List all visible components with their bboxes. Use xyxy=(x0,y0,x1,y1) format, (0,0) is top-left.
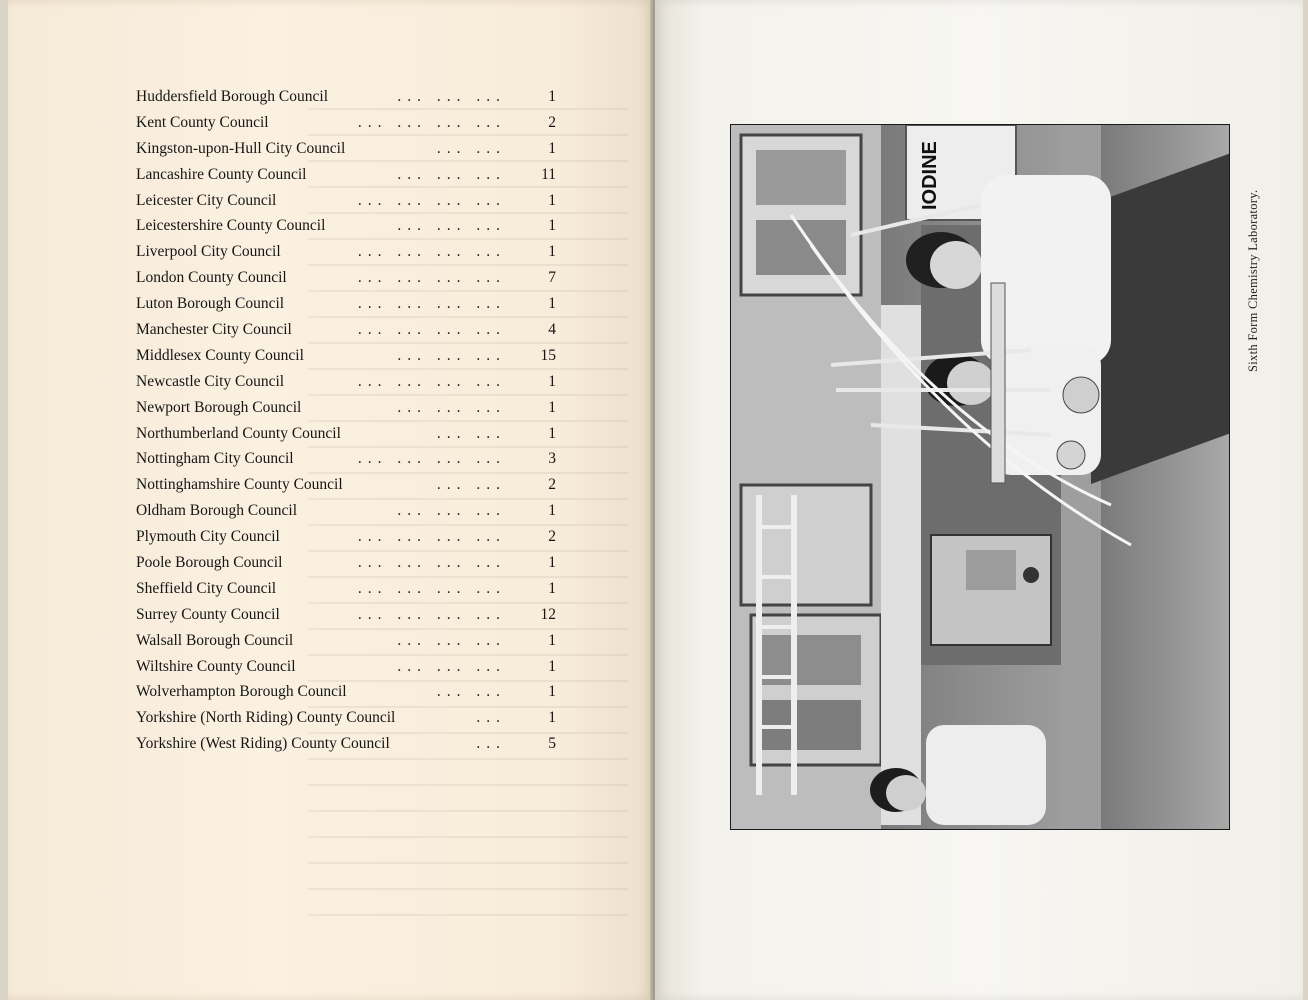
council-row xyxy=(136,450,556,476)
council-count: 3 xyxy=(548,450,556,468)
left-page xyxy=(8,0,653,1000)
council-count: 12 xyxy=(540,605,556,623)
council-name: Sheffield City Council xyxy=(136,579,277,597)
leader-dots: ... ... ... ... xyxy=(357,269,506,287)
council-count: 11 xyxy=(541,165,556,183)
council-count: 4 xyxy=(548,321,556,339)
council-name: Lancashire County Council xyxy=(136,165,307,183)
council-row xyxy=(136,528,556,554)
leader-dots: ... ... xyxy=(436,424,506,442)
council-count: 1 xyxy=(548,295,556,313)
council-row xyxy=(136,88,556,114)
council-count: 1 xyxy=(548,579,556,597)
council-row xyxy=(136,683,556,709)
council-list xyxy=(136,88,556,761)
council-row xyxy=(136,295,556,321)
council-name: Yorkshire (West Riding) County Council xyxy=(136,735,390,753)
council-row xyxy=(136,140,556,166)
laboratory-photo-illustration xyxy=(731,125,1229,829)
leader-dots: ... ... ... xyxy=(397,631,506,649)
leader-dots: ... ... ... ... xyxy=(357,191,506,209)
council-row xyxy=(136,243,556,269)
council-row xyxy=(136,217,556,243)
council-row xyxy=(136,269,556,295)
leader-dots: ... ... ... ... xyxy=(357,554,506,572)
council-name: Middlesex County Council xyxy=(136,346,304,364)
council-name: Oldham Borough Council xyxy=(136,502,298,520)
council-name: Walsall Borough Council xyxy=(136,631,294,649)
council-row xyxy=(136,321,556,347)
council-name: Wolverhampton Borough Council xyxy=(136,683,347,701)
council-count: 1 xyxy=(548,657,556,675)
leader-dots: ... ... ... ... xyxy=(357,605,506,623)
leader-dots: ... ... xyxy=(436,476,506,494)
council-count: 1 xyxy=(548,398,556,416)
council-name: Plymouth City Council xyxy=(136,528,280,546)
leader-dots: ... xyxy=(476,735,506,753)
council-row xyxy=(136,502,556,528)
council-count: 2 xyxy=(548,113,556,131)
council-count: 1 xyxy=(548,502,556,520)
council-count: 1 xyxy=(548,88,556,105)
council-count: 1 xyxy=(548,372,556,390)
council-row xyxy=(136,606,556,632)
council-name: Nottingham City Council xyxy=(136,450,294,468)
council-count: 1 xyxy=(548,243,556,261)
council-name: Leicestershire County Council xyxy=(136,217,326,235)
leader-dots: ... ... ... ... xyxy=(357,321,506,339)
leader-dots: ... ... ... xyxy=(397,165,506,183)
council-name: Yorkshire (North Riding) County Council xyxy=(136,709,396,727)
council-row xyxy=(136,735,556,761)
council-name: Surrey County Council xyxy=(136,605,280,623)
council-row xyxy=(136,580,556,606)
leader-dots: ... ... ... ... xyxy=(357,579,506,597)
leader-dots: ... ... ... ... xyxy=(357,113,506,131)
council-name: Leicester City Council xyxy=(136,191,277,209)
council-row xyxy=(136,114,556,140)
council-count: 15 xyxy=(540,346,556,364)
council-row xyxy=(136,554,556,580)
council-name: Liverpool City Council xyxy=(136,243,281,261)
council-count: 2 xyxy=(548,476,556,494)
leader-dots: ... ... xyxy=(436,683,506,701)
leader-dots: ... xyxy=(476,709,506,727)
council-name: Poole Borough Council xyxy=(136,554,283,572)
council-name: Wiltshire County Council xyxy=(136,657,296,675)
council-count: 1 xyxy=(548,631,556,649)
leader-dots: ... ... ... ... xyxy=(357,372,506,390)
council-row xyxy=(136,425,556,451)
leader-dots: ... ... ... xyxy=(397,346,506,364)
leader-dots: ... ... ... xyxy=(397,88,506,105)
council-name: London County Council xyxy=(136,269,287,287)
leader-dots: ... ... ... ... xyxy=(357,528,506,546)
leader-dots: ... ... xyxy=(436,139,506,157)
council-name: Manchester City Council xyxy=(136,321,292,339)
council-row xyxy=(136,399,556,425)
council-count: 2 xyxy=(548,528,556,546)
council-count: 1 xyxy=(548,217,556,235)
council-row xyxy=(136,373,556,399)
council-name: Kingston-upon-Hull City Council xyxy=(136,139,346,157)
council-name: Newport Borough Council xyxy=(136,398,302,416)
council-count: 1 xyxy=(548,191,556,209)
leader-dots: ... ... ... xyxy=(397,502,506,520)
leader-dots: ... ... ... ... xyxy=(357,295,506,313)
council-count: 1 xyxy=(548,424,556,442)
laboratory-photograph xyxy=(730,124,1230,830)
council-name: Luton Borough Council xyxy=(136,295,285,313)
council-row xyxy=(136,476,556,502)
council-name: Newcastle City Council xyxy=(136,372,285,390)
council-count: 7 xyxy=(548,269,556,287)
council-name: Huddersfield Borough Council xyxy=(136,88,329,105)
council-row xyxy=(136,192,556,218)
iodine-sign-text: IODINE xyxy=(919,141,941,210)
council-row xyxy=(136,709,556,735)
council-count: 1 xyxy=(548,554,556,572)
council-name: Nottinghamshire County Council xyxy=(136,476,343,494)
leader-dots: ... ... ... xyxy=(397,217,506,235)
council-count: 5 xyxy=(548,735,556,753)
council-row xyxy=(136,347,556,373)
photo-caption: Sixth Form Chemistry Laboratory. xyxy=(1246,189,1260,372)
council-name: Kent County Council xyxy=(136,113,269,131)
council-count: 1 xyxy=(548,709,556,727)
council-count: 1 xyxy=(548,139,556,157)
council-name: Northumberland County Council xyxy=(136,424,341,442)
leader-dots: ... ... ... xyxy=(397,657,506,675)
council-count: 1 xyxy=(548,683,556,701)
council-row xyxy=(136,632,556,658)
council-row xyxy=(136,166,556,192)
leader-dots: ... ... ... ... xyxy=(357,243,506,261)
leader-dots: ... ... ... xyxy=(397,398,506,416)
council-row xyxy=(136,658,556,684)
leader-dots: ... ... ... ... xyxy=(357,450,506,468)
